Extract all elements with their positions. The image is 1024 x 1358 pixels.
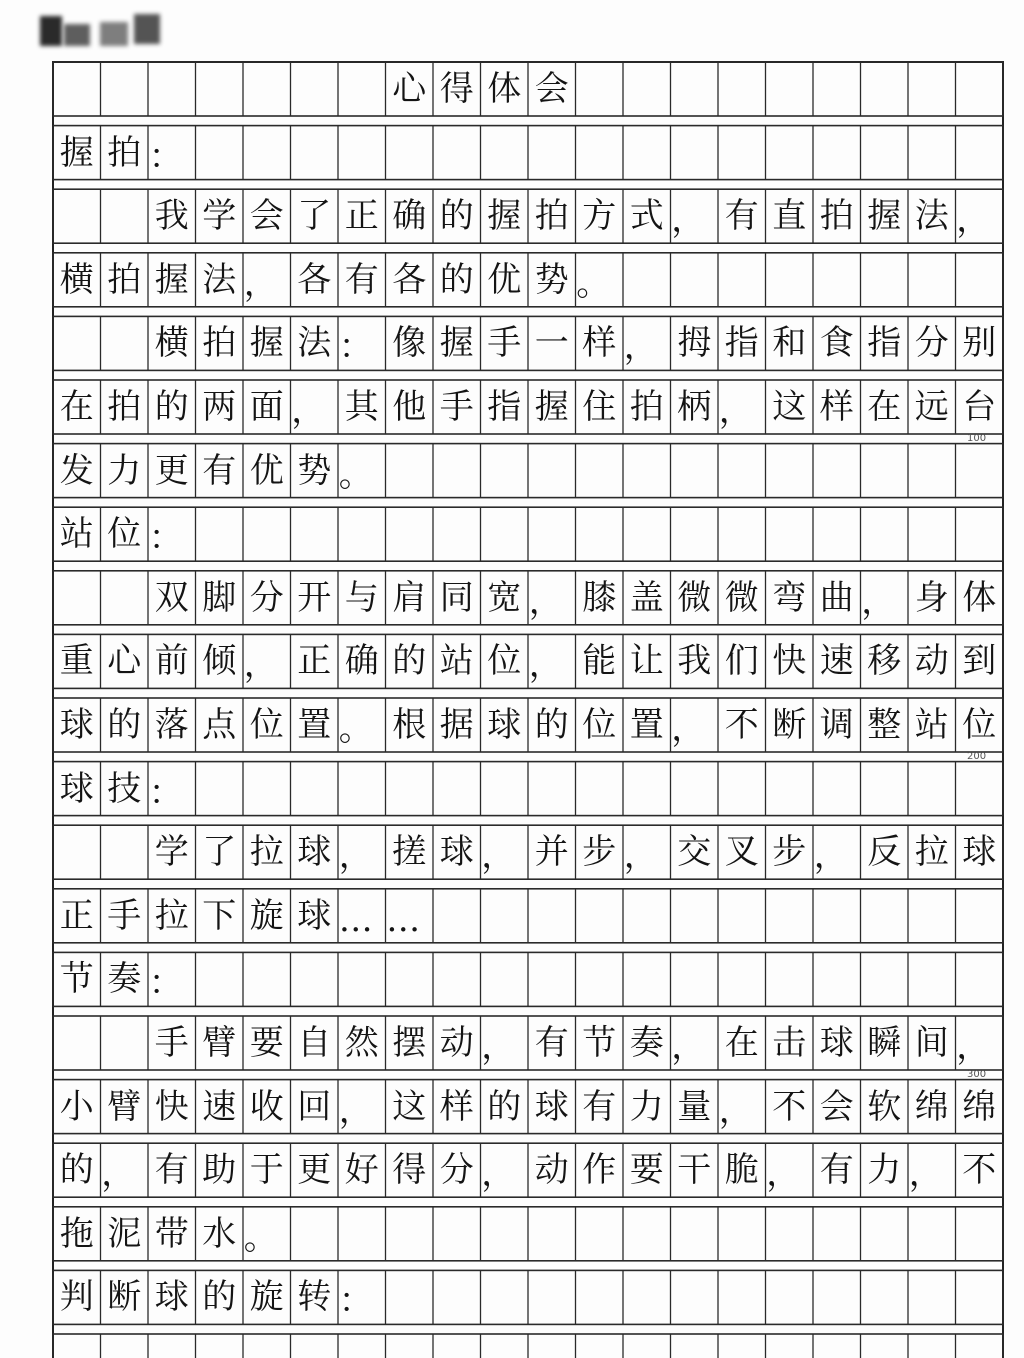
- title-char: 得: [439, 69, 474, 109]
- essay-char: 不: [962, 1150, 997, 1191]
- essay-char: 面: [249, 387, 284, 427]
- essay-char: ，: [671, 1027, 706, 1067]
- essay-char: 前: [154, 641, 189, 682]
- essay-char: 的: [487, 1086, 522, 1127]
- essay-char: 动: [914, 641, 949, 682]
- essay-char: 方: [582, 196, 617, 237]
- essay-char: 别: [962, 323, 997, 364]
- essay-char: 盖: [629, 577, 664, 618]
- heading-char: 奏: [107, 959, 142, 1000]
- essay-char: 心: [107, 641, 142, 682]
- essay-char: 身: [914, 577, 949, 618]
- essay-char: 球: [297, 895, 332, 936]
- essay-char: 手: [154, 1023, 189, 1063]
- essay-char: 水: [202, 1213, 237, 1254]
- essay-char: 手: [487, 323, 522, 364]
- essay-char: 其: [344, 387, 379, 427]
- heading-char: ：: [148, 136, 183, 177]
- essay-char: 断: [772, 705, 807, 745]
- heading-char: 断: [107, 1277, 142, 1318]
- essay-char: 手: [439, 387, 474, 427]
- essay-char: 在: [867, 387, 902, 427]
- essay-char: 和: [772, 323, 807, 364]
- essay-char: 搓: [392, 832, 427, 873]
- essay-char: 手: [107, 895, 142, 936]
- essay-char: 快: [772, 641, 807, 682]
- essay-char: 的: [439, 196, 474, 237]
- essay-char: 。: [576, 263, 611, 304]
- essay-char: 样: [582, 323, 617, 364]
- essay-char: 势: [297, 450, 332, 491]
- essay-char: ，: [338, 836, 373, 877]
- essay-char: 不: [772, 1086, 807, 1127]
- essay-char: ：: [338, 327, 373, 368]
- essay-char: 据: [439, 705, 474, 745]
- heading-char: 球: [59, 768, 94, 809]
- essay-char: 有: [582, 1086, 617, 1127]
- essay-char: 与: [344, 577, 379, 618]
- essay-char: 速: [819, 641, 854, 682]
- heading-char: ：: [148, 772, 183, 813]
- essay-char: ，: [481, 1027, 516, 1067]
- essay-char: 位: [487, 641, 522, 682]
- essay-char: 反: [867, 832, 902, 873]
- essay-char: 确: [344, 641, 379, 682]
- title-char: 会: [534, 69, 569, 109]
- essay-char: 各: [297, 259, 332, 300]
- essay-char: 握: [534, 387, 569, 427]
- essay-char: 小: [59, 1086, 94, 1127]
- essay-char: 正: [59, 895, 94, 936]
- essay-char: 。: [338, 709, 373, 749]
- essay-char: 步: [772, 832, 807, 873]
- essay-char: 住: [582, 387, 617, 427]
- essay-char: 分: [914, 323, 949, 364]
- essay-char: 优: [249, 450, 284, 491]
- essay-char: 远: [914, 387, 949, 427]
- essay-char: 正: [344, 196, 379, 237]
- heading-char: 的: [202, 1277, 237, 1318]
- essay-char: 分: [439, 1150, 474, 1191]
- essay-char: 的: [59, 1150, 94, 1191]
- essay-char: 助: [202, 1150, 237, 1191]
- essay-char: 发: [59, 450, 94, 491]
- essay-char: 的: [154, 387, 189, 427]
- essay-char: 更: [154, 450, 189, 491]
- essay-char: 像: [392, 323, 427, 364]
- essay-char: 拍: [107, 387, 142, 427]
- essay-char: 球: [439, 832, 474, 873]
- essay-char: 的: [534, 705, 569, 745]
- essay-char: 根: [392, 705, 427, 745]
- essay-char: 作: [582, 1150, 617, 1191]
- heading-char: 拍: [107, 132, 142, 173]
- essay-char: 重: [59, 641, 94, 682]
- essay-char: 横: [59, 259, 94, 300]
- essay-char: 力: [867, 1150, 902, 1191]
- essay-char: 置: [297, 705, 332, 745]
- essay-char: ，: [338, 1090, 373, 1131]
- essay-char: 的: [392, 641, 427, 682]
- essay-char: ，: [956, 200, 991, 241]
- essay-char: 直: [772, 196, 807, 237]
- essay-char: 旋: [249, 895, 284, 936]
- essay-char: 我: [677, 641, 712, 682]
- essay-char: 奏: [629, 1023, 664, 1063]
- essay-char: 动: [439, 1023, 474, 1063]
- essay-char: 拍: [202, 323, 237, 364]
- essay-char: 两: [202, 387, 237, 427]
- essay-char: 微: [677, 577, 712, 618]
- essay-char: 。: [338, 454, 373, 495]
- essay-char: 步: [582, 832, 617, 873]
- essay-char: ，: [908, 1154, 943, 1195]
- essay-char: 球: [962, 832, 997, 873]
- heading-char: ：: [148, 518, 183, 559]
- essay-char: …: [386, 899, 421, 940]
- essay-char: 要: [249, 1023, 284, 1063]
- essay-char: 拉: [249, 832, 284, 873]
- essay-char: 们: [724, 641, 759, 682]
- essay-char: 的: [107, 705, 142, 745]
- essay-char: 位: [962, 705, 997, 745]
- essay-char: 能: [582, 641, 617, 682]
- essay-char: 带: [154, 1213, 189, 1254]
- essay-char: 交: [677, 832, 712, 873]
- essay-char: 移: [867, 641, 902, 682]
- essay-char: 拍: [107, 259, 142, 300]
- heading-char: 握: [59, 132, 94, 173]
- essay-char: 柄: [677, 387, 712, 427]
- essay-char: 握: [154, 259, 189, 300]
- essay-char: 拇: [677, 323, 712, 364]
- essay-char: 指: [724, 323, 759, 364]
- essay-char: 位: [249, 705, 284, 745]
- essay-char: 有: [202, 450, 237, 491]
- essay-char: 膝: [582, 577, 617, 618]
- essay-char: 下: [202, 895, 237, 936]
- essay-char: 分: [249, 577, 284, 618]
- essay-char: 这: [392, 1086, 427, 1127]
- essay-char: ，: [718, 1090, 753, 1131]
- essay-char: 曲: [819, 577, 854, 618]
- essay-char: 快: [154, 1086, 189, 1127]
- heading-char: 球: [154, 1277, 189, 1318]
- essay-char: 绵: [914, 1086, 949, 1127]
- essay-char: 拖: [59, 1213, 94, 1254]
- essay-char: 握: [249, 323, 284, 364]
- essay-char: ，: [671, 200, 706, 241]
- essay-char: 各: [392, 259, 427, 300]
- essay-char: 弯: [772, 577, 807, 618]
- essay-char: 了: [202, 832, 237, 873]
- essay-char: 样: [819, 387, 854, 427]
- essay-char: 要: [629, 1150, 664, 1191]
- essay-char: 站: [439, 641, 474, 682]
- heading-char: ：: [148, 963, 183, 1004]
- essay-char: ，: [718, 391, 753, 431]
- essay-char: 确: [392, 196, 427, 237]
- essay-char: 双: [154, 577, 189, 618]
- essay-char: 脚: [202, 577, 237, 618]
- essay-char: 量: [677, 1086, 712, 1127]
- heading-char: 位: [107, 514, 142, 555]
- essay-char: 回: [297, 1086, 332, 1127]
- essay-char: 在: [59, 387, 94, 427]
- essay-char: ，: [528, 645, 563, 686]
- essay-char: 力: [107, 450, 142, 491]
- essay-char: 了: [297, 196, 332, 237]
- essay-char: 更: [297, 1150, 332, 1191]
- essay-char: 动: [534, 1150, 569, 1191]
- essay-char: ，: [861, 581, 896, 622]
- essay-char: ，: [101, 1154, 136, 1195]
- essay-char: 法: [202, 259, 237, 300]
- essay-char: 肩: [392, 577, 427, 618]
- essay-char: 绵: [962, 1086, 997, 1127]
- essay-char: ，: [623, 836, 658, 877]
- essay-char: 置: [629, 705, 664, 745]
- essay-char: 有: [154, 1150, 189, 1191]
- essay-char: 节: [582, 1023, 617, 1063]
- essay-char: 力: [629, 1086, 664, 1127]
- essay-char: 球: [59, 705, 94, 745]
- essay-char: 。: [243, 1217, 278, 1258]
- essay-char: 有: [819, 1150, 854, 1191]
- essay-char: 我: [154, 196, 189, 237]
- essay-char: 击: [772, 1023, 807, 1063]
- essay-char: 让: [629, 641, 664, 682]
- heading-char: 站: [59, 514, 94, 555]
- essay-char: 得: [392, 1150, 427, 1191]
- essay-char: 体: [962, 577, 997, 618]
- essay-char: 拍: [819, 196, 854, 237]
- essay-char: 整: [867, 705, 902, 745]
- essay-char: 学: [154, 832, 189, 873]
- essay-char: 点: [202, 705, 237, 745]
- essay-char: ，: [671, 709, 706, 749]
- essay-char: ，: [813, 836, 848, 877]
- word-count-marker: 200: [967, 751, 987, 762]
- essay-char: 速: [202, 1086, 237, 1127]
- essay-char: 台: [962, 387, 997, 427]
- essay-char: 同: [439, 577, 474, 618]
- essay-char: ，: [623, 327, 658, 368]
- essay-char: 的: [439, 259, 474, 300]
- essay-char: 收: [249, 1086, 284, 1127]
- essay-char: ，: [528, 581, 563, 622]
- essay-char: 球: [487, 705, 522, 745]
- essay-char: 握: [867, 196, 902, 237]
- essay-char: 好: [344, 1150, 379, 1191]
- essay-char: 泥: [107, 1213, 142, 1254]
- essay-char: 于: [249, 1150, 284, 1191]
- essay-char: 脆: [724, 1150, 759, 1191]
- essay-char: ，: [243, 263, 278, 304]
- essay-char: 法: [914, 196, 949, 237]
- word-count-marker: 100: [967, 433, 987, 444]
- essay-char: 球: [819, 1023, 854, 1063]
- essay-char: 正: [297, 641, 332, 682]
- essay-char: 并: [534, 832, 569, 873]
- essay-char: 式: [629, 196, 664, 237]
- heading-char: 技: [107, 768, 142, 809]
- essay-char: 拉: [154, 895, 189, 936]
- word-count-marker: 300: [967, 1069, 987, 1080]
- heading-char: 旋: [249, 1277, 284, 1318]
- essay-char: ，: [243, 645, 278, 686]
- essay-char: 微: [724, 577, 759, 618]
- essay-char: 位: [582, 705, 617, 745]
- essay-char: 落: [154, 705, 189, 745]
- essay-char: ，: [291, 391, 326, 431]
- essay-char: ，: [956, 1027, 991, 1067]
- heading-char: 判: [59, 1277, 94, 1318]
- essay-char: 一: [534, 323, 569, 364]
- essay-char: 软: [867, 1086, 902, 1127]
- essay-char: 指: [867, 323, 902, 364]
- essay-char: 这: [772, 387, 807, 427]
- essay-char: 然: [344, 1023, 379, 1063]
- essay-char: 球: [297, 832, 332, 873]
- title-char: 体: [487, 69, 522, 109]
- heading-char: 转: [297, 1277, 332, 1318]
- essay-char: 握: [487, 196, 522, 237]
- heading-char: 节: [59, 959, 94, 1000]
- essay-char: 样: [439, 1086, 474, 1127]
- essay-char: 拍: [534, 196, 569, 237]
- essay-char: 间: [914, 1023, 949, 1063]
- essay-char: 食: [819, 323, 854, 364]
- essay-char: 站: [914, 705, 949, 745]
- essay-char: 有: [534, 1023, 569, 1063]
- essay-char: ，: [766, 1154, 801, 1195]
- essay-char: 有: [724, 196, 759, 237]
- essay-char: 势: [534, 259, 569, 300]
- essay-char: 叉: [724, 832, 759, 873]
- essay-char: 优: [487, 259, 522, 300]
- essay-char: 不: [724, 705, 759, 745]
- essay-char: 倾: [202, 641, 237, 682]
- essay-char: 指: [487, 387, 522, 427]
- essay-char: 他: [392, 387, 427, 427]
- essay-char: 学: [202, 196, 237, 237]
- essay-char: 会: [249, 196, 284, 237]
- essay-char: 自: [297, 1023, 332, 1063]
- essay-char: 法: [297, 323, 332, 364]
- essay-char: 宽: [487, 577, 522, 618]
- essay-char: 摆: [392, 1023, 427, 1063]
- essay-char: 会: [819, 1086, 854, 1127]
- essay-char: 臂: [107, 1086, 142, 1127]
- essay-char: 干: [677, 1150, 712, 1191]
- essay-char: 有: [344, 259, 379, 300]
- essay-char: 调: [819, 705, 854, 745]
- title-char: 心: [392, 69, 427, 109]
- essay-char: 球: [534, 1086, 569, 1127]
- essay-char: 拉: [914, 832, 949, 873]
- essay-char: 到: [962, 641, 997, 682]
- essay-char: 握: [439, 323, 474, 364]
- essay-char: 横: [154, 323, 189, 364]
- essay-char: 开: [297, 577, 332, 618]
- heading-char: ：: [338, 1281, 373, 1322]
- essay-char: 在: [724, 1023, 759, 1063]
- essay-char: 臂: [202, 1023, 237, 1063]
- essay-char: 拍: [629, 387, 664, 427]
- essay-char: ，: [481, 1154, 516, 1195]
- essay-char: …: [338, 899, 373, 940]
- essay-char: ，: [481, 836, 516, 877]
- essay-char: 瞬: [867, 1023, 902, 1063]
